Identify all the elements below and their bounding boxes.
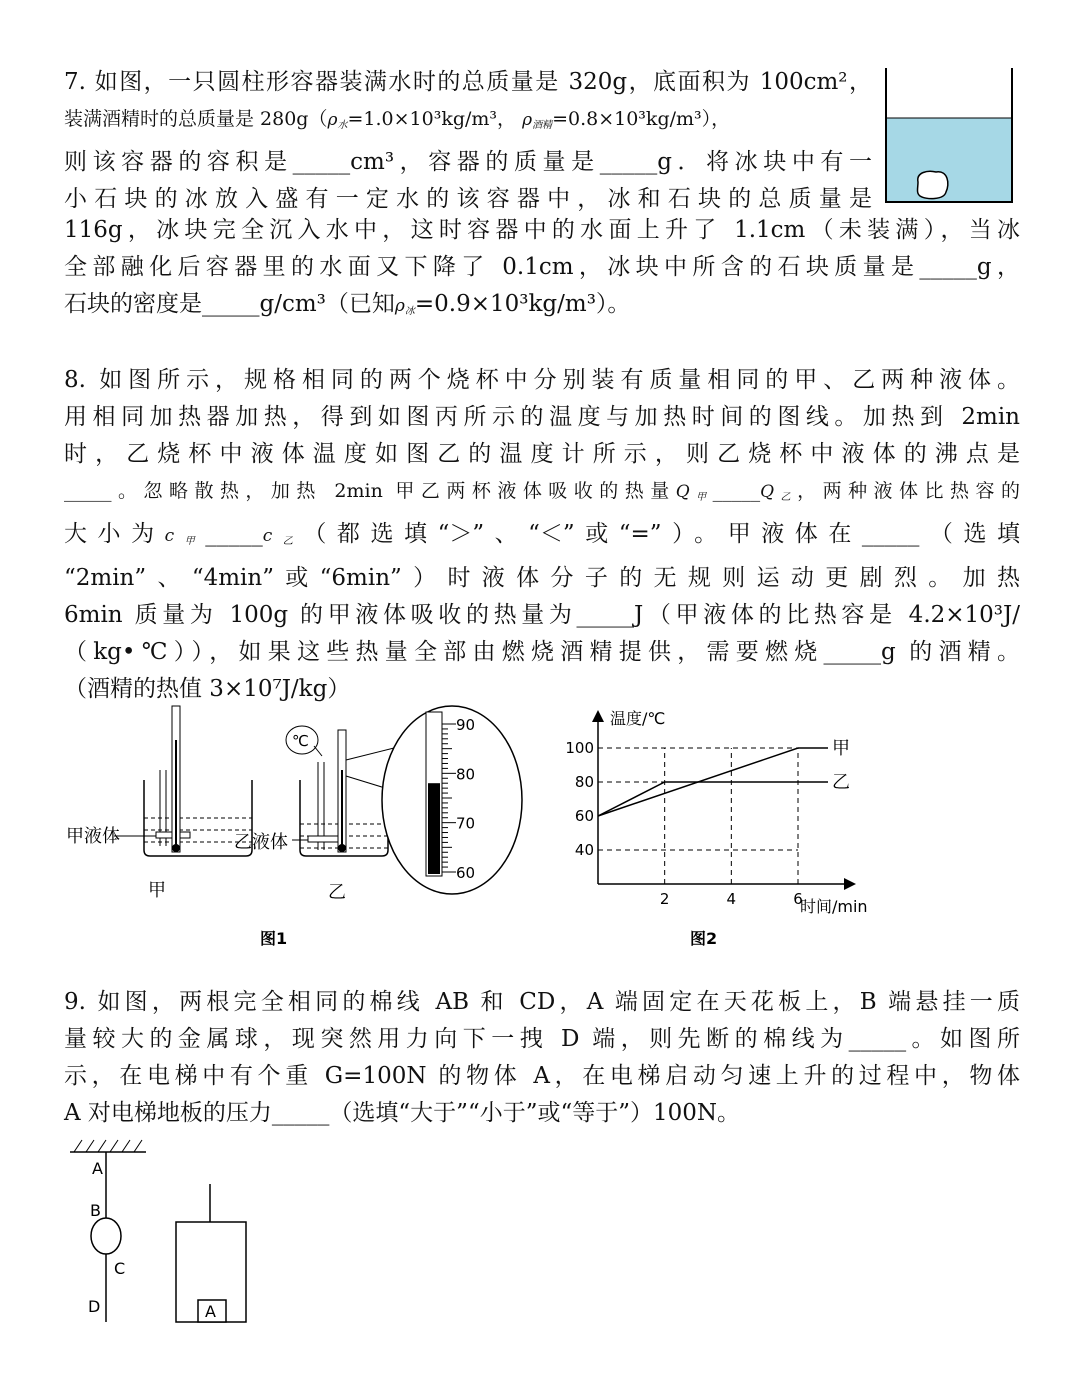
q8-line-9: （酒精的热值 3×10⁷J/kg） bbox=[64, 676, 351, 702]
figure-2-caption: 图2 bbox=[690, 929, 718, 948]
label-yi-liquid: 乙液体 bbox=[234, 832, 288, 853]
x-tick-4: 4 bbox=[726, 890, 737, 908]
label-jia-liquid: 甲液体 bbox=[66, 826, 120, 847]
q8-line-5: 大小为$c_甲\_\_\_\_\_c_乙$（都选填“＞”、“＜”或“=”）。甲液体在_____（选填 bbox=[64, 521, 1021, 547]
tick-70: 70 bbox=[456, 814, 476, 833]
question-9 bbox=[64, 984, 1020, 1132]
series-label-jia: 甲 bbox=[832, 738, 850, 759]
figure-1-beakers bbox=[60, 700, 540, 960]
q7-line-2: 装满酒精时的总质量是 $280g(\rho_水=1.0\times 10^3kg/m^3$， $\rho_{酒精}=0.8\times 10^3kg/m^3$）， bbox=[64, 108, 731, 131]
q8-line-7: 6min 质量为 100g 的甲液体吸收的热量为_____J（甲液体的比热容是 4.2×10³J/ bbox=[64, 602, 1020, 628]
q9-line-2: 量较大的金属球，现突然用力向下一拽 D 端，则先断的棉线为_____。如图所 bbox=[64, 1026, 1020, 1052]
q7-line-3: 则该容器的容积是_____cm³，容器的质量是_____g．将冰块中有一 bbox=[64, 149, 872, 175]
question-8 bbox=[64, 362, 1020, 708]
caption-yi: 乙 bbox=[328, 882, 346, 903]
q8-line-6: “2min”、“4min”或“6min”）时液体分子的无规则运动更剧烈。加热 bbox=[64, 565, 1020, 591]
series-label-yi: 乙 bbox=[832, 772, 850, 793]
q9-line-4: A 对电梯地板的压力_____（选填“大于”“小于”或“等于”）100N。 bbox=[64, 1100, 740, 1126]
q7-line-7: 石块的密度是_____g/cm³（已知$\rho_冰=0.9\times 10^3kg/m^3$）。 bbox=[64, 291, 631, 317]
q8-line-2: 用相同加热器加热，得到如图丙所示的温度与加热时间的图线。加热到 2min bbox=[64, 404, 1020, 430]
y-tick-60: 60 bbox=[574, 807, 594, 825]
point-b: B bbox=[90, 1201, 101, 1220]
figure-1-caption: 图1 bbox=[260, 929, 288, 948]
ceiling bbox=[70, 1140, 146, 1152]
q8-line-4: _____。忽略散热，加热 2min 甲乙两杯液体吸收的热量$Q_甲\_\_\_\_\_Q_乙$，两种液体比热容的 bbox=[64, 480, 1021, 503]
series-line-1 bbox=[598, 782, 828, 816]
thermometer-zoom bbox=[346, 706, 522, 894]
thermometer-mercury bbox=[428, 783, 440, 874]
x-tick-2: 2 bbox=[659, 890, 670, 908]
q9-line-3: 示，在电梯中有个重 G=100N 的物体 A，在电梯启动匀速上升的过程中，物体 bbox=[64, 1063, 1020, 1089]
question-7 bbox=[64, 64, 872, 218]
q8-line-8: （kg•℃）），如果这些热量全部由燃烧酒精提供，需要燃烧_____g 的酒精。 bbox=[64, 639, 1020, 665]
figure-2-chart bbox=[560, 700, 900, 960]
unit-bubble: ℃ bbox=[292, 732, 309, 750]
q7-line-5: 116g，冰块完全沉入水中，这时容器中的水面上升了 1.1cm（未装满），当冰 bbox=[64, 217, 1020, 243]
beaker-yi bbox=[234, 726, 388, 903]
y-tick-80: 80 bbox=[574, 773, 594, 791]
beaker-jia bbox=[66, 706, 252, 901]
q7-line-4: 小石块的冰放入盛有一定水的该容器中，冰和石块的总质量是 bbox=[64, 186, 872, 212]
question-7-cont bbox=[64, 212, 1020, 330]
q9-line-1: 9. 如图，两根完全相同的棉线 AB 和 CD，A 端固定在天花板上，B 端悬挂一质 bbox=[64, 989, 1020, 1015]
q7-line-1: 7. 如图，一只圆柱形容器装满水时的总质量是 320g，底面积为 100cm²， bbox=[64, 69, 872, 95]
q7-line-6: 全部融化后容器里的水面又下降了 0.1cm，冰块中所含的石块质量是_____g， bbox=[64, 254, 1020, 280]
y-tick-100: 100 bbox=[565, 739, 594, 757]
tick-80: 80 bbox=[456, 765, 476, 784]
point-d: D bbox=[88, 1297, 101, 1316]
object-a-label: A bbox=[205, 1302, 216, 1321]
y-tick-40: 40 bbox=[574, 841, 594, 859]
q8-line-3: 时，乙烧杯中液体温度如图乙的温度计所示，则乙烧杯中液体的沸点是 bbox=[64, 441, 1020, 467]
x-axis-label: 时间/min bbox=[800, 897, 868, 916]
x-tick-6: 6 bbox=[793, 890, 803, 908]
figure-3 bbox=[60, 1130, 280, 1330]
point-c: C bbox=[114, 1259, 126, 1278]
q8-line-1: 8. 如图所示，规格相同的两个烧杯中分别装有质量相同的甲、乙两种液体。 bbox=[64, 367, 1020, 393]
point-a: A bbox=[92, 1159, 103, 1178]
metal-ball bbox=[91, 1218, 121, 1254]
tick-60: 60 bbox=[456, 864, 476, 882]
container-figure bbox=[880, 66, 1020, 206]
tick-90: 90 bbox=[456, 716, 476, 734]
y-axis-label: 温度/℃ bbox=[610, 709, 666, 728]
caption-jia: 甲 bbox=[148, 880, 166, 901]
